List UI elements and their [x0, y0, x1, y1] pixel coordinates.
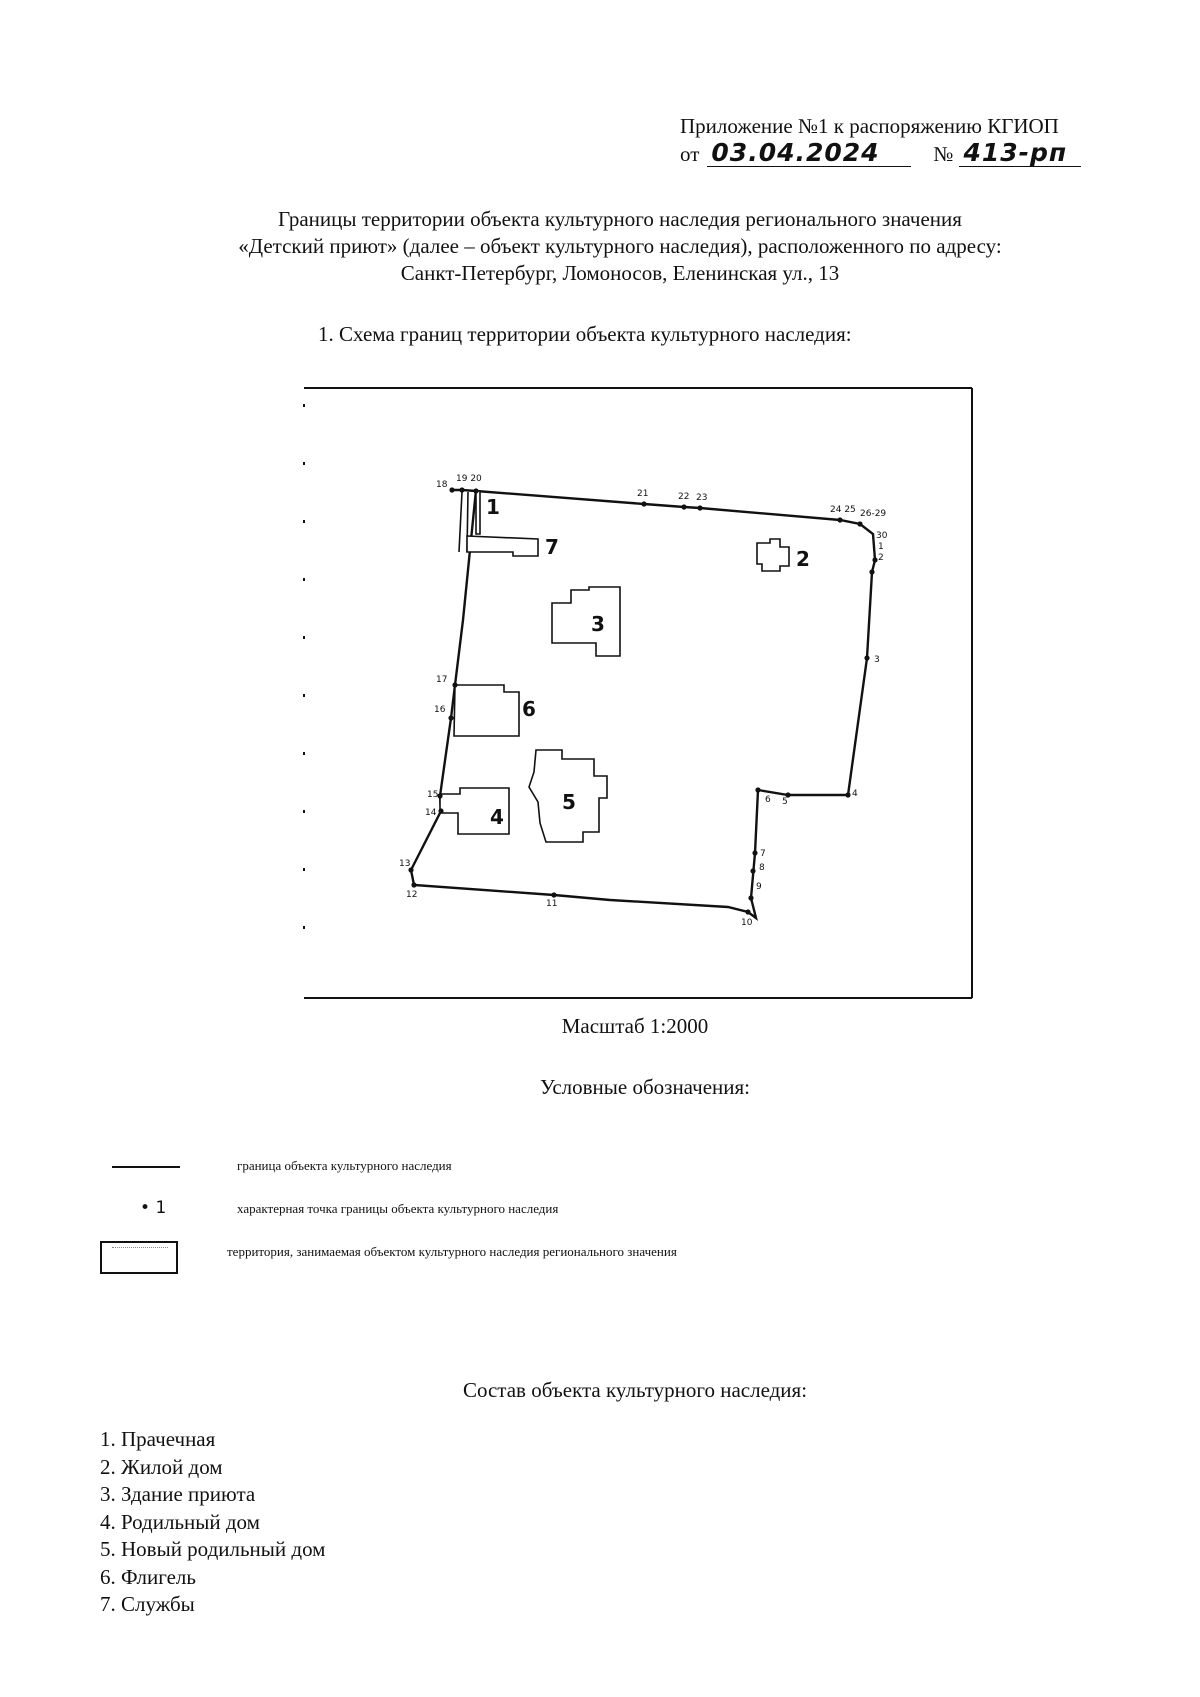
object-label-3: 3 — [591, 612, 605, 636]
legend-territory-symbol — [100, 1241, 178, 1274]
composition-list — [100, 1426, 325, 1619]
list-item: 4. Родильный дом — [100, 1509, 260, 1534]
point-label-13: 13 — [399, 859, 411, 869]
title-line-1: Границы территории объекта культурного наследия регионального значения — [278, 207, 962, 231]
boundary-point — [869, 569, 874, 574]
point-label-7: 7 — [760, 849, 766, 859]
point-label-18: 18 — [436, 480, 448, 490]
appendix-line: Приложение №1 к распоряжению КГИОП — [680, 114, 1059, 138]
list-item: 5. Новый родильный дом — [100, 1537, 326, 1561]
boundary-point — [864, 655, 869, 660]
point-label-26-29: 26-29 — [860, 509, 887, 519]
point-label-14: 14 — [425, 808, 437, 818]
point-label-24-25: 24 25 — [830, 505, 856, 515]
boundary-point — [473, 488, 478, 493]
boundary-point — [872, 557, 877, 562]
boundary-point — [681, 504, 686, 509]
object-label-4: 4 — [490, 805, 504, 829]
point-label-9: 9 — [756, 882, 762, 892]
building-3 — [552, 587, 620, 656]
point-label-6: 6 — [765, 795, 771, 805]
point-label-5: 5 — [782, 797, 788, 807]
point-label-11: 11 — [546, 899, 558, 909]
object-label-6: 6 — [522, 697, 536, 721]
building-6 — [454, 685, 519, 736]
handwritten-number: 413-рп — [959, 140, 1081, 167]
point-label-4: 4 — [852, 789, 858, 799]
object-label-2: 2 — [796, 547, 810, 571]
point-label-15: 15 — [427, 790, 439, 800]
number-prefix: № — [933, 142, 954, 166]
legend-territory-text: территория, занимаемая объектом культурного наследия регионального значения — [227, 1244, 677, 1259]
boundary-point — [750, 868, 755, 873]
boundary-scheme-map — [300, 384, 980, 1004]
boundary-point — [752, 850, 757, 855]
buildings — [440, 491, 789, 842]
point-label-16: 16 — [434, 705, 446, 715]
boundary-point — [697, 505, 702, 510]
boundary-point — [837, 517, 842, 522]
point-label-22: 22 — [678, 492, 690, 502]
building-7 — [467, 536, 538, 556]
boundary-point — [641, 501, 646, 506]
point-label-1: 1 — [878, 542, 884, 552]
point-label-30: 30 — [876, 531, 888, 541]
point-label-3: 3 — [874, 655, 880, 665]
boundary-point — [452, 682, 457, 687]
boundary-point — [449, 487, 454, 492]
boundary-point — [845, 792, 850, 797]
list-item: 2. Жилой дом — [100, 1454, 223, 1479]
boundary-point — [857, 521, 862, 526]
legend-point-symbol: • 1 — [140, 1198, 167, 1218]
legend-point-text: характерная точка границы объекта культурного наследия — [237, 1201, 559, 1216]
date-number-line — [680, 140, 1140, 168]
handwritten-date: 03.04.2024 — [707, 140, 911, 167]
boundary-point — [748, 895, 753, 900]
boundary-point — [459, 487, 464, 492]
legend-boundary-text: граница объекта культурного наследия — [237, 1158, 452, 1173]
point-label-21: 21 — [637, 489, 649, 499]
boundary-point — [448, 715, 453, 720]
point-label-2: 2 — [878, 553, 884, 563]
order-header — [680, 112, 1140, 168]
object-label-7: 7 — [545, 535, 559, 559]
legend-title: Условные обозначения: — [539, 1075, 751, 1099]
building-1 — [476, 491, 480, 534]
list-item: 1. Прачечная — [100, 1427, 216, 1451]
point-label-12: 12 — [406, 890, 418, 900]
object-label-1: 1 — [486, 495, 500, 519]
map-scale: Масштаб 1:2000 — [561, 1014, 709, 1038]
object-label-5: 5 — [562, 790, 576, 814]
boundary-point — [411, 882, 416, 887]
section-heading: 1. Схема границ территории объекта культурного наследия: — [318, 322, 852, 346]
point-label-23: 23 — [696, 493, 708, 503]
boundary-point — [745, 909, 750, 914]
boundary-point — [438, 808, 443, 813]
point-label-17: 17 — [436, 675, 448, 685]
point-label-19-20: 19 20 — [456, 474, 482, 484]
boundary-point — [551, 892, 556, 897]
composition-title: Состав объекта культурного наследия: — [462, 1378, 808, 1402]
title-line-2: «Детский приют» (далее – объект культурного наследия), расположенного по адресу: — [238, 234, 1002, 258]
legend-point-marker: 1 — [155, 1198, 167, 1218]
point-label-10: 10 — [741, 918, 753, 928]
list-item: 7. Службы — [100, 1592, 195, 1616]
point-label-8: 8 — [759, 863, 765, 873]
list-item: 3. Здание приюта — [100, 1482, 256, 1506]
boundary-point — [755, 787, 760, 792]
legend-boundary-symbol — [112, 1166, 180, 1168]
building-2 — [757, 539, 789, 571]
map-frame — [304, 388, 972, 998]
list-item: 6. Флигель — [100, 1564, 196, 1589]
document-title — [100, 206, 1140, 287]
date-prefix: от — [680, 142, 700, 166]
title-line-3: Санкт-Петербург, Ломоносов, Еленинская ул., 13 — [400, 261, 840, 285]
